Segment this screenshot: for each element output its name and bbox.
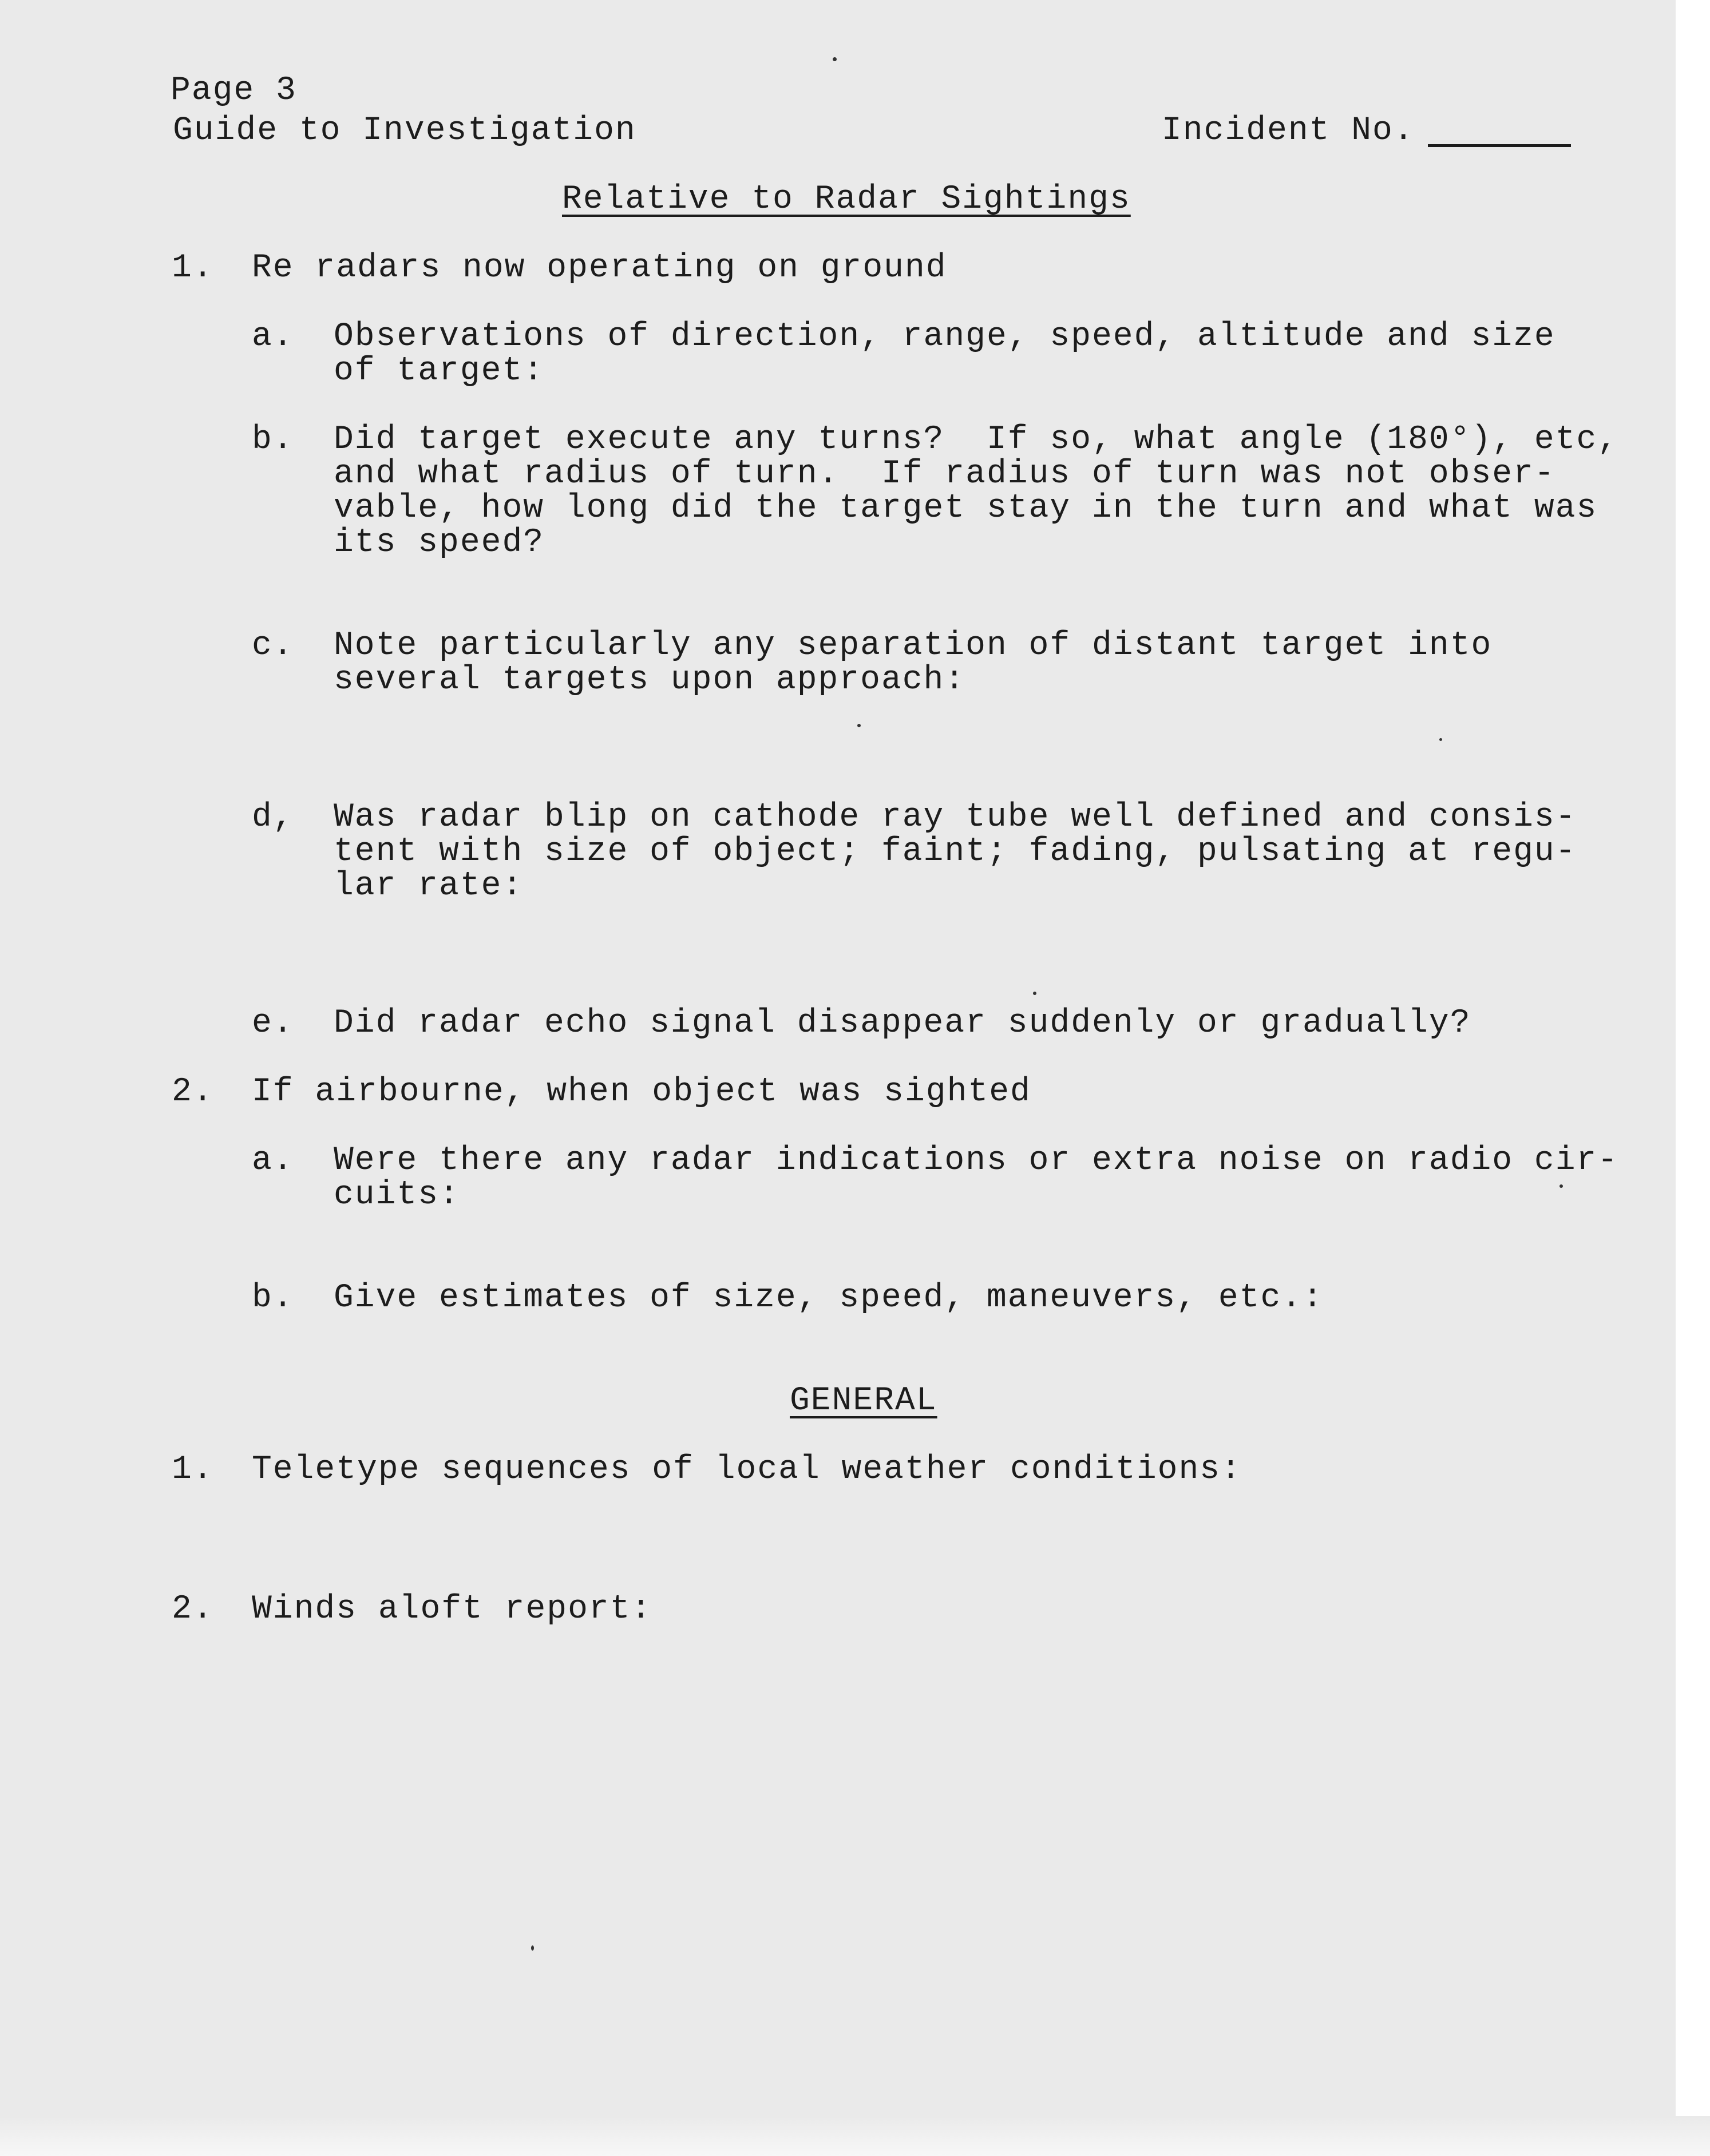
general-section-title: GENERAL <box>790 1382 937 1420</box>
item-1-text: Re radars now operating on ground <box>252 249 947 287</box>
general-item-text: Winds aloft report: <box>252 1591 652 1628</box>
sub-item-line: cuits: <box>334 1176 460 1214</box>
sub-item-letter: b. <box>252 421 294 458</box>
general-item-number: 1. <box>172 1451 214 1488</box>
sub-item-letter: b. <box>252 1279 294 1317</box>
sub-item-line: its speed? <box>334 524 545 561</box>
scan-edge-right <box>1676 0 1710 2156</box>
sub-item-line: Did target execute any turns? If so, what angle (180°), etc, <box>334 421 1619 458</box>
sub-item-letter: a. <box>252 318 294 355</box>
incident-label: Incident No. <box>1162 112 1415 149</box>
doc-title: Guide to Investigation <box>173 112 636 149</box>
item-2-text: If airbourne, when object was sighted <box>252 1073 1031 1111</box>
scan-speck <box>833 57 837 61</box>
sub-item-line: Was radar blip on cathode ray tube well defined and consis- <box>334 799 1577 836</box>
general-item-text: Teletype sequences of local weather conditions: <box>252 1451 1242 1488</box>
sub-item-line: Were there any radar indications or extra noise on radio cir- <box>334 1142 1619 1179</box>
sub-item-line: several targets upon approach: <box>334 661 966 699</box>
sub-item-line: lar rate: <box>334 867 524 905</box>
item-2-number: 2. <box>172 1073 214 1111</box>
general-item-number: 2. <box>172 1591 214 1628</box>
sub-item-letter: d, <box>252 799 294 836</box>
scan-speck <box>1439 738 1442 741</box>
sub-item-letter: e. <box>252 1005 294 1042</box>
sub-item-line: tent with size of object; faint; fading, pulsating at regu- <box>334 833 1577 870</box>
incident-number-blank <box>1428 144 1571 147</box>
sub-item-line: Note particularly any separation of distant target into <box>334 627 1493 664</box>
sub-item-line: Did radar echo signal disappear suddenly or gradually? <box>334 1005 1471 1042</box>
scan-speck <box>1033 992 1036 995</box>
sub-item-line: Give estimates of size, speed, maneuvers, etc.: <box>334 1279 1324 1317</box>
item-1-number: 1. <box>172 249 214 287</box>
sub-item-line: and what radius of turn. If radius of turn was not obser- <box>334 455 1555 493</box>
scan-edge-bottom <box>0 2116 1710 2156</box>
sub-item-letter: a. <box>252 1142 294 1179</box>
scan-speck <box>1559 1184 1563 1188</box>
sub-item-line: Observations of direction, range, speed, altitude and size <box>334 318 1555 355</box>
radar-section-title: Relative to Radar Sightings <box>562 181 1131 218</box>
page-label: Page 3 <box>171 72 297 109</box>
sub-item-letter: c. <box>252 627 294 664</box>
sub-item-line: vable, how long did the target stay in the turn and what was <box>334 490 1598 527</box>
sub-item-line: of target: <box>334 352 545 390</box>
scan-speck <box>531 1945 534 1951</box>
scan-speck <box>857 724 861 727</box>
